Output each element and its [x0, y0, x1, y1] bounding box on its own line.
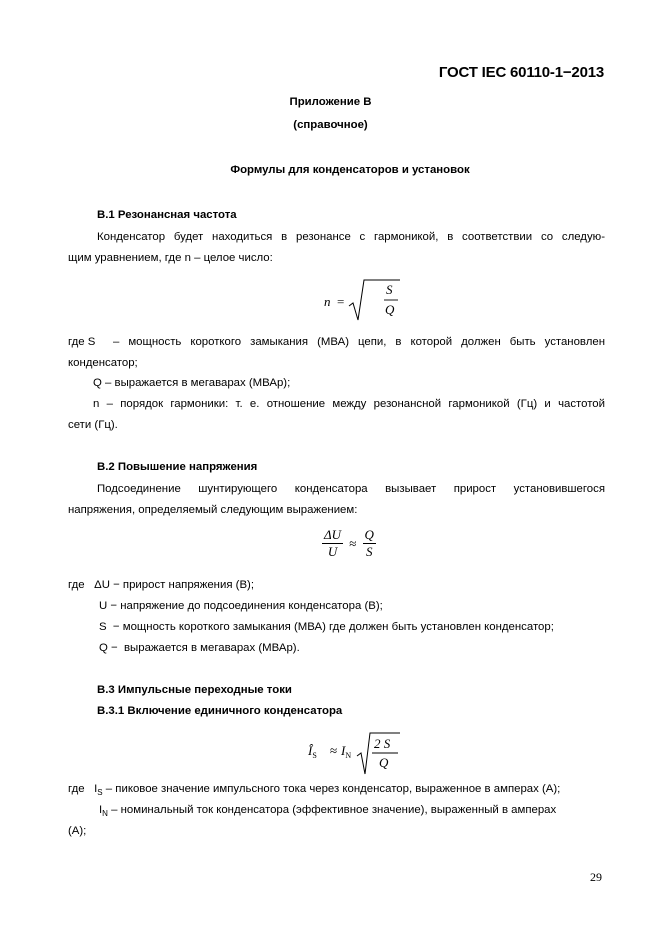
formula-num-du: ΔU	[324, 527, 342, 542]
section-b2-paragraph-line1: Подсоединение шунтирующего конденсатора вызывает прирост установившегося	[97, 483, 605, 495]
where-s2: S − мощность короткого замыкания (МВА) где должен быть установлен конденсатор;	[99, 621, 554, 633]
section-b1-heading: В.1 Резонансная частота	[97, 209, 237, 221]
section-b1-paragraph-line2: щим уравнением, где n – целое число:	[68, 252, 273, 264]
section-b2-paragraph-line2: напряжения, определяемый следующим выражением:	[68, 504, 358, 516]
main-heading: Формулы для конденсаторов и установок	[230, 164, 470, 176]
page-number: 29	[590, 870, 602, 884]
formula-voltage-rise	[322, 528, 376, 559]
where-s-line1: – мощность короткого замыкания (МВА) цепи, в которой должен быть установлен	[113, 336, 605, 348]
fraction-q-s	[363, 528, 376, 559]
section-b3-heading: В.3 Импульсные переходные токи	[97, 684, 292, 696]
formula-den-q3: Q	[379, 755, 389, 770]
formula-i-n: $I_N$	[341, 743, 352, 760]
appendix-title: Приложение В	[289, 96, 372, 108]
where-du: где ΔU − прирост напряжения (В);	[68, 579, 255, 591]
formula-den-s: S	[365, 544, 373, 559]
formula-approx2: ≈	[330, 743, 338, 758]
formula-num-2s: 2 S	[374, 736, 391, 751]
formula-i-peak: $Î_S$	[308, 743, 317, 760]
where-in-line1: $I_N$ – номинальный ток конденсатора (эффективное значение), выраженный в амперах	[99, 804, 557, 818]
appendix-subtitle: (справочное)	[293, 119, 368, 131]
where-s-line2: конденсатор;	[68, 357, 138, 369]
fraction-du-u	[322, 528, 343, 559]
section-b1-paragraph-line1: Конденсатор будет находиться в резонансе с гармоникой, в соответствии со следую-	[97, 231, 605, 243]
formula-num-q: Q	[364, 527, 374, 542]
document-number: ГОСТ IEC 60110-1−2013	[438, 64, 604, 81]
where-s-prefix: где S	[68, 336, 96, 348]
sqrt-sign	[348, 278, 404, 322]
where-n-line2: сети (Гц).	[68, 419, 118, 431]
formula-den-q: Q	[385, 302, 395, 317]
formula-den-u: U	[327, 544, 338, 559]
where-q: Q – выражается в мегаварах (МВАр);	[93, 377, 291, 389]
where-in-line2: (А);	[68, 825, 87, 837]
formula-n: n	[324, 294, 331, 309]
formula-approx: ≈	[349, 535, 357, 551]
where-is: где $I_S$ – пиковое значение импульсного тока через конденсатор, выраженное в амперах (А);	[68, 783, 561, 797]
where-u: U − напряжение до подсоединения конденсатора (В);	[99, 600, 383, 612]
where-n-line1: n – порядок гармоники: т. е. отношение между резонансной гармоникой (Гц) и частотой	[93, 398, 605, 410]
where-q2: Q − выражается в мегаварах (МВАр).	[99, 642, 300, 654]
formula-num-s: S	[386, 282, 393, 297]
formula-eq: =	[337, 294, 345, 309]
section-b2-heading: В.2 Повышение напряжения	[97, 461, 258, 473]
section-b31-heading: В.3.1 Включение единичного конденсатора	[97, 705, 343, 717]
